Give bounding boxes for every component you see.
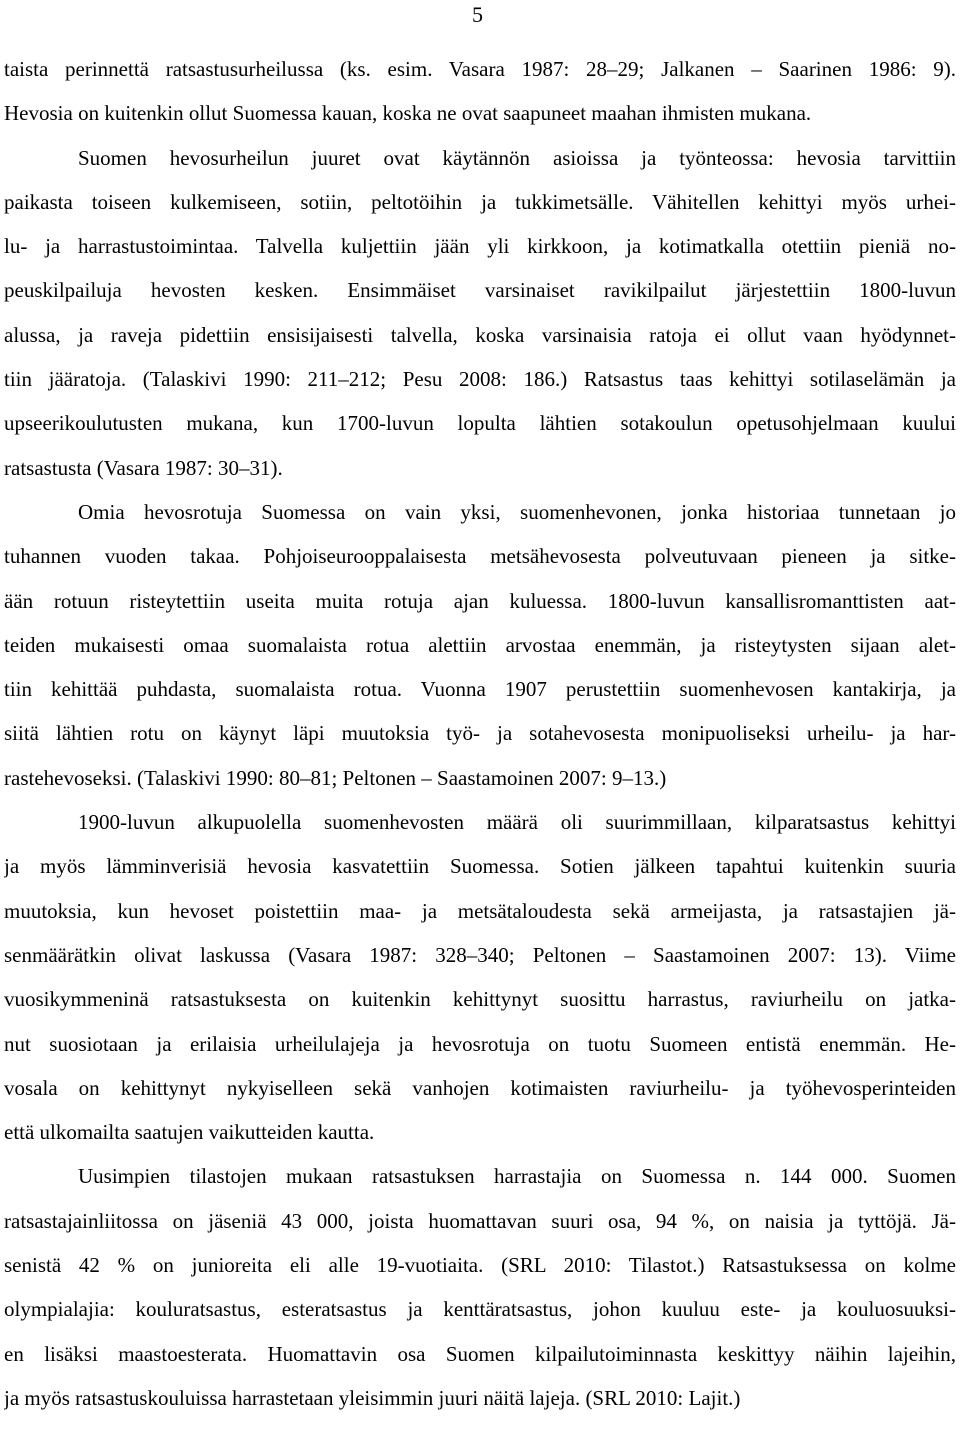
text-line: peuskilpailuja hevosten kesken. Ensimmäiset varsinaiset ravikilpailut järjestettiin 1800-luvun (4, 278, 956, 303)
page-number: 5 (472, 2, 483, 27)
text-line: Uusimpien tilastojen mukaan ratsastuksen harrastajia on Suomessa n. 144 000. Suomen (78, 1164, 956, 1189)
text-line: ratsastajainliitossa on jäseniä 43 000, joista huomattavan suuri osa, 94 %, on naisia ja tyttöjä. Jä- (4, 1208, 956, 1233)
text-line: vuosikymmeninä ratsastuksesta on kuitenkin kehittynyt suosittu harrastus, raviurheilu on jatka- (4, 987, 956, 1012)
text-line: Suomen hevosurheilun juuret ovat käytännön asioissa ja työnteossa: hevosia tarvittiin (78, 145, 956, 170)
text-line: olympialajia: kouluratsastus, esteratsastus ja kenttäratsastus, johon kuuluu este- ja kouluosuuksi- (4, 1297, 956, 1322)
text-line: rastehevoseksi. (Talaskivi 1990: 80–81; Peltonen – Saastamoinen 2007: 9–13.) (4, 765, 667, 790)
text-line: senistä 42 % on junioreita eli alle 19-vuotiaita. (SRL 2010: Tilastot.) Ratsastuksessa on kolme (4, 1253, 956, 1278)
text-line: ja myös lämminverisiä hevosia kasvatettiin Suomessa. Sotien jälkeen tapahtui kuitenkin suuria (4, 854, 956, 879)
paragraph (4, 809, 956, 1163)
text-line: tuhannen vuoden takaa. Pohjoiseurooppalaisesta metsähevosesta polveutuvaan pieneen ja sitke- (4, 544, 956, 569)
text-line: vosala on kehittynyt nykyiselleen sekä vanhojen kotimaisten raviurheilu- ja työhevosperinteiden (4, 1075, 956, 1100)
text-line: Hevosia on kuitenkin ollut Suomessa kauan, koska ne ovat saapuneet maahan ihmisten mukana. (4, 101, 812, 126)
paragraph (4, 1163, 956, 1429)
text-line: 1900-luvun alkupuolella suomenhevosten määrä oli suurimmillaan, kilparatsastus kehittyi (78, 810, 956, 835)
text-line: muutoksia, kun hevoset poistettiin maa- ja metsätaloudesta sekä armeijasta, ja ratsastajien jä- (4, 898, 956, 923)
text-line: siitä lähtien rotu on käynyt läpi muutoksia työ- ja sotahevosesta monipuoliseksi urheilu- ja har- (4, 721, 956, 746)
text-line: lu- ja harrastustoimintaa. Talvella kuljettiin jään yli kirkkoon, ja kotimatkalla otettiin pieniä no- (4, 234, 956, 259)
text-line: ja myös ratsastuskouluissa harrastetaan yleisimmin juuri näitä lajeja. (SRL 2010: Lajit.) (4, 1385, 741, 1410)
text-line: alussa, ja raveja pidettiin ensisijaisesti talvella, koska varsinaisia ratoja ei ollut vaan hyödynnet- (4, 322, 956, 347)
body-text (4, 56, 956, 1429)
text-line: taista perinnettä ratsastusurheilussa (ks. esim. Vasara 1987: 28–29; Jalkanen – Saarinen 1986: 9). (4, 57, 956, 81)
paragraph (4, 145, 956, 499)
text-line: että ulkomailta saatujen vaikutteiden kautta. (4, 1120, 375, 1145)
text-line: upseerikoulutusten mukana, kun 1700-luvun lopulta lähtien sotakoulun opetusohjelmaan kuului (4, 411, 956, 436)
text-line: ratsastusta (Vasara 1987: 30–31). (4, 455, 283, 480)
text-line: paikasta toiseen kulkemiseen, sotiin, peltotöihin ja tukkimetsälle. Vähitellen kehittyi myös urhei- (4, 189, 956, 214)
text-line: tiin jääratoja. (Talaskivi 1990: 211–212; Pesu 2008: 186.) Ratsastus taas kehittyi sotilaselämän ja (4, 367, 956, 392)
text-line: teiden mukaisesti omaa suomalaista rotua alettiin arvostaa enemmän, ja risteytysten sijaan alet- (4, 632, 956, 657)
text-line: Omia hevosrotuja Suomessa on vain yksi, suomenhevonen, jonka historiaa tunnetaan jo (78, 499, 956, 524)
paragraph (4, 499, 956, 809)
text-line: ään rotuun risteytettiin useita muita rotuja ajan kuluessa. 1800-luvun kansallisromanttisten aat- (4, 588, 956, 613)
paragraph (4, 56, 956, 145)
text-line: nut suosiotaan ja erilaisia urheilulajeja ja hevosrotuja on tuotu Suomeen entistä enemmän. He- (4, 1031, 956, 1056)
text-line: senmäärätkin olivat laskussa (Vasara 1987: 328–340; Peltonen – Saastamoinen 2007: 13). Viime (4, 942, 956, 967)
text-line: en lisäksi maastoesterata. Huomattavin osa Suomen kilpailutoiminnasta keskittyy näihin lajeihin, (4, 1341, 956, 1366)
text-line: tiin kehittää puhdasta, suomalaista rotua. Vuonna 1907 perustettiin suomenhevosen kantakirja, ja (4, 677, 956, 702)
